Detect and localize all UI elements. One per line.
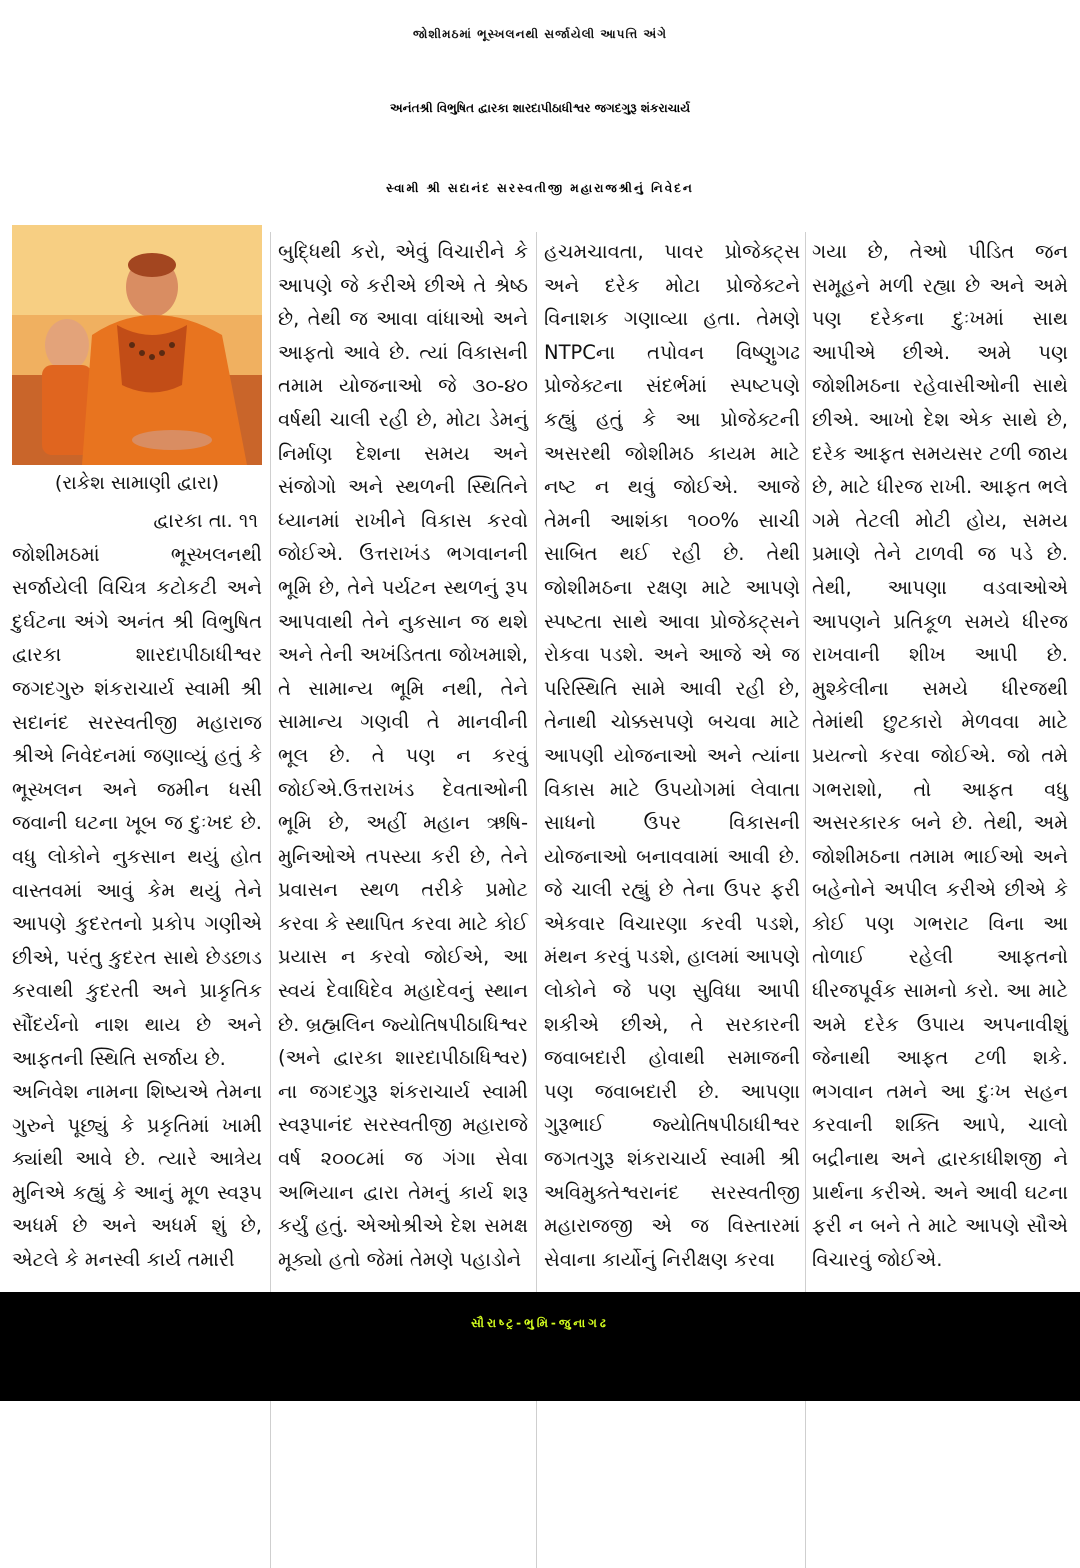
article-text-4: ગયા છે, તેઓ પીડિત જન સમૂહને મળી રહ્યા છે અને અમે પણ દરેકના દુઃખમાં સાથ આપીએ છીએ. અમે પણ જોશીમઠના રહેવાસીઓની સાથે છીએ. આખો દેશ એક સાથે છે, દરેક આફત સમયસર ટળી જાય છે, માટે ધીરજ રાખી. આફત ભલે ગમે તેટલી મોટી હોય, સમય પ્રમાણે તેને ટાળવી જ પડે છે. તેથી, આપણા વડવાઓએ આપણને પ્રતિકૂળ સમયે ધીરજ રાખવાની શીખ આપી છે. મુશ્કેલીના સમયે ધીરજથી તેમાંથી છુટકારો મેળવવા માટે પ્રયત્નો કરવા જોઈએ. જો તમે ગભરાશો, તો આફત વધુ અસરકારક બને છે. તેથી, અમે જોશીમઠના તમામ ભાઈઓ અને બહેનોને અપીલ કરીએ છીએ કે કોઈ પણ ગભરાટ વિના આ તોળાઈ રહેલી આફતનો ધીરજપૂર્વક સામનો કરો. આ માટે અમે દરેક ઉપાય અપનાવીશું જેનાથી આફત ટળી શકે. ભગવાન તમને આ દુઃખ સહન કરવાની શક્તિ આપે, ચાલો બદ્રીનાથ અને દ્વારકાધીશજી ને પ્રાર્થના કરીએ. અને આવી ઘટના ફરી ન બને તે માટે આપણે સૌએ વિચારવું જોઈએ.	[812, 240, 1068, 1271]
photo-shankaracharya	[12, 225, 262, 465]
article-text-2: બુદ્ધિથી કરો, એવું વિચારીને કે આપણે જે કરીએ છીએ તે શ્રેષ્ઠ છે, તેથી જ આવા વાંધાઓ અને આફતો આવે છે. ત્યાં વિકાસની તમામ યોજનાઓ જે ૩૦-૪૦ વર્ષથી ચાલી રહી છે, મોટા ડેમનું નિર્માણ દેશના સમય અને સંજોગો અને સ્થળની સ્થિતિને ધ્યાનમાં રાખીને વિકાસ કરવો જોઈએ. ઉત્તરાખંડ ભગવાનની ભૂમિ છે, તેને પર્યટન સ્થળનું રૂપ આપવાથી તેને નુકસાન જ થશે અને તેની અખંડિતતા જોખમાશે, તે સામાન્ય ભૂમિ નથી, તેને સામાન્ય ગણવી તે માનવીની ભૂલ છે. તે પણ ન કરવું જોઈએ.ઉત્તરાખંડ દેવતાઓની ભૂમિ છે, અહીં મહાન ઋષિ-મુનિઓએ તપસ્યા કરી છે, તેને પ્રવાસન સ્થળ તરીકે પ્રમોટ કરવા કે સ્થાપિત કરવા માટે કોઈ પ્રયાસ ન કરવો જોઈએ, આ સ્વયં દેવાધિદેવ મહાદેવનું સ્થાન છે. બ્રહ્મલિન જ્યોતિષપીઠાધિશ્વર (અને દ્વારકા શારદાપીઠાધિશ્વર) ના જગદગુરૂ શંકરાચાર્ય સ્વામી સ્વરૂપાનંદ સરસ્વતીજી મહારાજે વર્ષ ૨૦૦૮માં જ ગંગા સેવા અભિયાન દ્વારા તેમનું કાર્ય શરૂ કર્યું હતું. એઓશ્રીએ દેશ સમક્ષ મૂક્યો હતો જેમાં તેમણે પહાડોને	[278, 240, 528, 1271]
dateline: દ્વારકા તા. ૧૧	[153, 509, 258, 532]
headline-kicker: જોશીમઠમાં ભૂસ્ખલનથી સર્જાયેલી આપત્તિ અંગે	[413, 27, 667, 41]
article-text-3: હચમચાવતા, પાવર પ્રોજેક્ટ્સ અને દરેક મોટા પ્રોજેક્ટને વિનાશક ગણાવ્યા હતા. તેમણે NTPCના તપોવન વિષ્ણુગઢ પ્રોજેક્ટના સંદર્ભમાં સ્પષ્ટપણે કહ્યું હતું કે આ પ્રોજેક્ટની અસરથી જોશીમઠ કાયમ માટે નષ્ટ ન થવું જોઈએ. આજે તેમની આશંકા ૧૦૦% સાચી સાબિત થઈ રહી છે. તેથી જોશીમઠના રક્ષણ માટે આપણે સ્પષ્ટતા સાથે આવા પ્રોજેક્ટ્સને રોકવા પડશે. અને આજે એ જ પરિસ્થિતિ સામે આવી રહી છે, તેનાથી ચોક્કસપણે બચવા માટે આપણી યોજનાઓ અને ત્યાંના વિકાસ માટે ઉપયોગમાં લેવાતા સાધનો ઉપર વિકાસની યોજનાઓ બનાવવામાં આવી છે. જે ચાલી રહ્યું છે તેના ઉપર ફરી એકવાર વિચારણા કરવી પડશે, મંથન કરવું પડશે, હાલમાં આપણે લોકોને જે પણ સુવિધા આપી શકીએ છીએ, તે સરકારની જવાબદારી હોવાથી સમાજની પણ જવાબદારી છે. આપણા ગુરૂભાઈ જ્યોતિષપીઠાધીશ્વર જગતગુરૂ શંકરાચાર્ય સ્વામી શ્રી અવિમુક્તેશ્વરાનંદ સરસ્વતીજી મહારાજજી એ જ વિસ્તારમાં સેવાના કાર્યોનું નિરીક્ષણ કરવા	[544, 240, 800, 1271]
article-text-1: જોશીમઠમાં ભૂસ્ખલનથી સર્જાયેલી વિચિત્ર કટોકટી અને દુર્ઘટના અંગે અનંત શ્રી વિભુષિત દ્વારકા શારદાપીઠાધીશ્વર જગદગુરુ શંકરાચાર્ય સ્વામી શ્રી સદાનંદ સરસ્વતીજી મહારાજ શ્રીએ નિવેદનમાં જણાવ્યું હતું કે ભૂસ્ખલન અને જમીન ધસી જવાની ઘટના ખૂબ જ દુઃખદ છે. વધુ લોકોને નુકસાન થયું હોત વાસ્તવમાં આવું કેમ થયું તેને આપણે કુદરતનો પ્રકોપ ગણીએ છીએ, પરંતુ કુદરત સાથે છેડછાડ કરવાથી કુદરતી અને પ્રાકૃતિક સૌંદર્યનો નાશ થાય છે અને આફતની સ્થિતિ સર્જાય છે. અનિવેશ નામના શિષ્યએ તેમના ગુરુને પૂછ્યું કે પ્રકૃતિમાં ખામી ક્યાંથી આવે છે. ત્યારે આત્રેય મુનિએ કહ્યું કે આનું મૂળ સ્વરૂપ અધર્મ છે અને અધર્મ શું છે, એટલે કે મનસ્વી કાર્ય તમારી	[12, 542, 262, 1272]
article-column-2	[278, 235, 528, 1276]
headline-line-1: અનંતશ્રી વિભુષિત દ્વારકા શારદાપીઠાધીશ્વર જગદગુરૂ શંકરાચાર્ય	[389, 101, 691, 115]
article-column-3	[544, 235, 800, 1276]
footer-masthead: સૌરાષ્ટ્ર-ભુમિ-જુનાગઢ	[471, 1316, 609, 1330]
article-column-4	[812, 235, 1068, 1276]
headline-line-2: સ્વામી શ્રી સદાનંદ સરસ્વતીજી મહારાજશ્રીનું નિવેદન	[386, 181, 694, 195]
article-column-1	[12, 504, 262, 1277]
photo-caption: (રાકેશ સામાણી દ્વારા)	[54, 472, 220, 494]
